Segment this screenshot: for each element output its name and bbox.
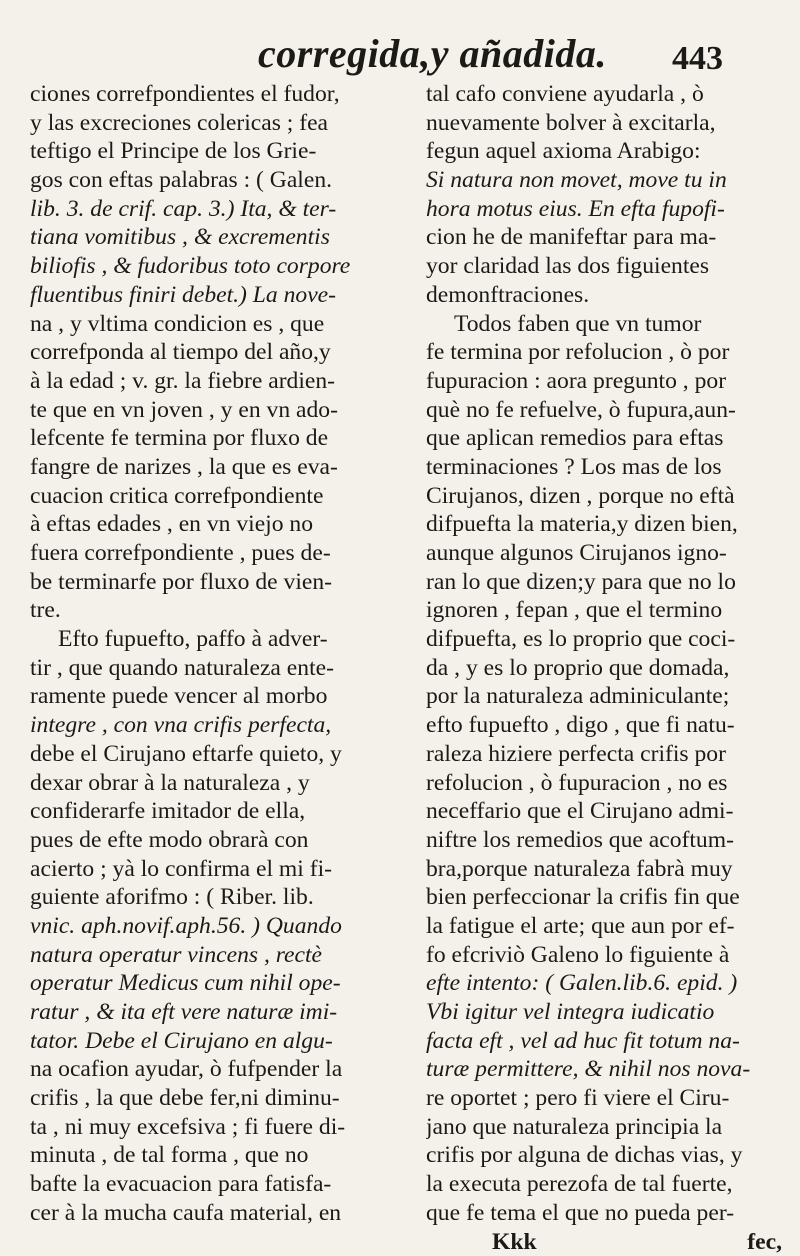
text-line: terminaciones ? Los mas de los <box>426 453 798 482</box>
text-line: acierto ; yà lo confirma el mi fi- <box>30 855 402 884</box>
text-line: guiente aforifmo : ( Riber. lib. <box>30 883 402 912</box>
text-line: na , y vltima condicion es , que <box>30 310 402 339</box>
text-line: gos con eftas palabras : ( Galen. <box>30 166 402 195</box>
text-line: Vbi igitur vel integra iudicatio <box>426 998 798 1027</box>
text-line: natura operatur vincens , rectè <box>30 941 402 970</box>
text-line: Cirujanos, dizen , porque no eftà <box>426 482 798 511</box>
text-line: ratur , & ita eft vere naturæ imi- <box>30 998 402 1027</box>
text-line: vnic. aph.novif.aph.56. ) Quando <box>30 912 402 941</box>
text-line: pues de efte modo obrarà con <box>30 826 402 855</box>
text-line: crifis por alguna de dichas vias, y <box>426 1141 798 1170</box>
text-line: demonftraciones. <box>426 281 798 310</box>
text-line: lefcente fe termina por fluxo de <box>30 424 402 453</box>
text-line: por la naturaleza adminiculante; <box>426 682 798 711</box>
text-line: à la edad ; v. gr. la fiebre ardien- <box>30 367 402 396</box>
text-line: fo efcriviò Galeno lo figuiente à <box>426 941 798 970</box>
text-line: niftre los remedios que acoftum- <box>426 826 798 855</box>
text-line: minuta , de tal forma , que no <box>30 1141 402 1170</box>
text-line: difpuefta la materia,y dizen bien, <box>426 510 798 539</box>
page-number: 443 <box>672 40 723 78</box>
text-line: ta , ni muy excefsiva ; fi fuere di- <box>30 1113 402 1142</box>
text-line: operatur Medicus cum nihil ope- <box>30 969 402 998</box>
text-line: cuacion critica correfpondiente <box>30 482 402 511</box>
text-line: refolucion , ò fupuracion , no es <box>426 769 798 798</box>
text-line: tre. <box>30 596 402 625</box>
text-line: bra,porque naturaleza fabrà muy <box>426 855 798 884</box>
text-line: fluentibus finiri debet.) La nove- <box>30 281 402 310</box>
running-head <box>0 14 800 74</box>
text-line: ran lo que dizen;y para que no lo <box>426 568 798 597</box>
text-line: correfponda al tiempo del año,y <box>30 338 402 367</box>
text-line: ignoren , fepan , que el termino <box>426 596 798 625</box>
text-line: efto fupuefto , digo , que fi natu- <box>426 711 798 740</box>
text-line: dexar obrar à la naturaleza , y <box>30 769 402 798</box>
text-line: lib. 3. de crif. cap. 3.) Ita, & ter- <box>30 195 402 224</box>
text-line: fe termina por refolucion , ò por <box>426 338 798 367</box>
text-line: la executa perezofa de tal fuerte, <box>426 1170 798 1199</box>
text-line: nuevamente bolver à excitarla, <box>426 109 798 138</box>
signature-row <box>426 1228 798 1256</box>
text-line: bien perfeccionar la crifis fin que <box>426 883 798 912</box>
text-line: ramente puede vencer al morbo <box>30 682 402 711</box>
text-line: tiana vomitibus , & excrementis <box>30 223 402 252</box>
text-line: y las excreciones colericas ; fea <box>30 109 402 138</box>
text-line: à eftas edades , en vn viejo no <box>30 510 402 539</box>
signature-mark: Kkk <box>492 1228 537 1256</box>
text-line: fupuracion : aora pregunto , por <box>426 367 798 396</box>
text-line: debe el Cirujano eftarfe quieto, y <box>30 740 402 769</box>
catchword: fec, <box>747 1228 782 1256</box>
text-line: Si natura non movet, move tu in <box>426 166 798 195</box>
text-line: cion he de manifeftar para ma- <box>426 223 798 252</box>
text-line: fuera correfpondiente , pues de- <box>30 539 402 568</box>
text-line: re oportet ; pero fi viere el Ciru- <box>426 1084 798 1113</box>
text-line: que aplican remedios para eftas <box>426 424 798 453</box>
text-line: ciones correfpondientes el fudor, <box>30 80 402 109</box>
text-line: Efto fupuefto, paffo à adver- <box>30 625 402 654</box>
text-line: bafte la evacuacion para fatisfa- <box>30 1170 402 1199</box>
text-line: la fatigue el arte; que aun por ef- <box>426 912 798 941</box>
text-line: na ocafion ayudar, ò fufpender la <box>30 1055 402 1084</box>
text-line: da , y es lo proprio que domada, <box>426 654 798 683</box>
text-line: confiderarfe imitador de ella, <box>30 797 402 826</box>
text-line: facta eft , vel ad huc fit totum na- <box>426 1027 798 1056</box>
text-line: Todos faben que vn tumor <box>426 310 798 339</box>
text-line: hora motus eius. En efta fupofi- <box>426 195 798 224</box>
text-line: biliofis , & fudoribus toto corpore <box>30 252 402 281</box>
text-line: turæ permittere, & nihil nos nova- <box>426 1055 798 1084</box>
text-line: aunque algunos Cirujanos igno- <box>426 539 798 568</box>
text-line: fegun aquel axioma Arabigo: <box>426 137 798 166</box>
left-column <box>30 80 402 1228</box>
text-line: difpuefta, es lo proprio que coci- <box>426 625 798 654</box>
text-line: te que en vn joven , y en vn ado- <box>30 396 402 425</box>
text-line: què no fe refuelve, ò fupura,aun- <box>426 396 798 425</box>
text-line: efte intento: ( Galen.lib.6. epid. ) <box>426 969 798 998</box>
text-line: que fe tema el que no pueda per- <box>426 1199 798 1228</box>
text-line: fangre de narizes , la que es eva- <box>30 453 402 482</box>
text-line: teftigo el Principe de los Grie- <box>30 137 402 166</box>
text-line: raleza hiziere perfecta crifis por <box>426 740 798 769</box>
right-column <box>426 80 798 1256</box>
running-title: corregida,y añadida. <box>258 30 607 77</box>
text-line: neceffario que el Cirujano admi- <box>426 797 798 826</box>
text-line: be terminarfe por fluxo de vien- <box>30 568 402 597</box>
text-line: cer à la mucha caufa material, en <box>30 1199 402 1228</box>
text-line: tator. Debe el Cirujano en algu- <box>30 1027 402 1056</box>
text-line: tir , que quando naturaleza ente- <box>30 654 402 683</box>
text-line: jano que naturaleza principia la <box>426 1113 798 1142</box>
text-line: yor claridad las dos figuientes <box>426 252 798 281</box>
text-line: integre , con vna crifis perfecta, <box>30 711 402 740</box>
text-line: tal cafo conviene ayudarla , ò <box>426 80 798 109</box>
text-line: crifis , la que debe fer,ni diminu- <box>30 1084 402 1113</box>
